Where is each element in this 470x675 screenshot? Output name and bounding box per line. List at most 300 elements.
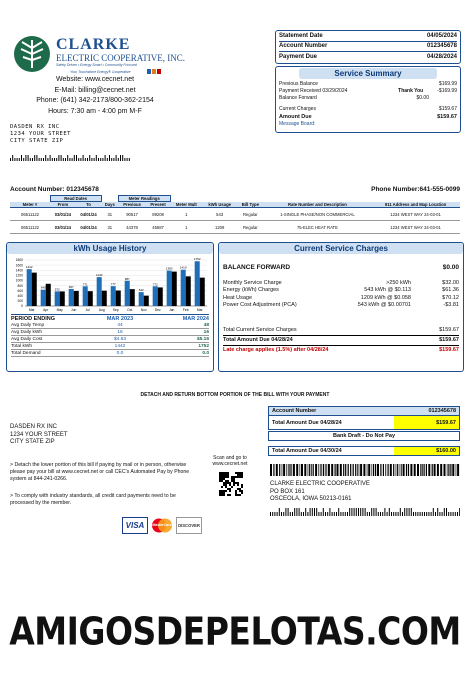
qr-module bbox=[223, 492, 225, 494]
barcode-bar bbox=[356, 508, 357, 516]
meter-cell: 1 bbox=[185, 211, 188, 217]
barcode-bar bbox=[25, 155, 26, 161]
barcode-bar bbox=[385, 464, 386, 476]
barcode-bar bbox=[336, 512, 337, 516]
barcode-bar bbox=[457, 464, 459, 476]
scan-text-line1: Scan and go to bbox=[213, 455, 247, 461]
barcode-bar bbox=[406, 464, 407, 476]
barcode-bar bbox=[21, 155, 22, 161]
qr-module bbox=[241, 486, 243, 488]
qr-module bbox=[227, 472, 229, 474]
qr-module bbox=[233, 484, 235, 486]
chart-xtick: Jul bbox=[85, 308, 90, 312]
chart-bar bbox=[41, 290, 46, 306]
chart-ytick: 1000 bbox=[15, 278, 23, 283]
remit-city: OSCEOLA, IOWA 50213-0161 bbox=[270, 496, 352, 502]
charge-line bbox=[223, 287, 459, 295]
customer-street: 1234 YOUR STREET bbox=[10, 131, 71, 137]
barcode-bar bbox=[323, 508, 324, 516]
charge-line bbox=[223, 294, 459, 302]
usage-stat-b: 0.0 bbox=[202, 350, 209, 356]
barcode-bar bbox=[335, 464, 336, 476]
visa-logo-text: VISA bbox=[125, 521, 145, 530]
barcode-bar bbox=[450, 464, 451, 476]
qr-module bbox=[237, 488, 239, 490]
customer-name: DASDEN RX INC bbox=[10, 124, 60, 130]
prev-balance-label: Previous Balance bbox=[279, 81, 318, 87]
meter-col-header: Rate Number and Description bbox=[264, 202, 371, 208]
barcode-bar bbox=[329, 508, 330, 516]
qr-module bbox=[233, 480, 235, 482]
stub-total-due-value: $159.67 bbox=[394, 416, 459, 429]
barcode-bar bbox=[387, 464, 388, 476]
qr-module bbox=[225, 480, 227, 482]
barcode-bar bbox=[403, 464, 405, 476]
chart-ytick: 200 bbox=[17, 299, 23, 304]
qr-module bbox=[227, 488, 229, 490]
chart-bar bbox=[74, 291, 79, 306]
postal-barcode-top bbox=[10, 155, 130, 161]
chart-bar bbox=[111, 286, 116, 306]
statement-row bbox=[279, 42, 457, 53]
qr-module bbox=[235, 492, 237, 494]
barcode-bar bbox=[74, 155, 75, 161]
charge-line-amount: $70.12 bbox=[442, 294, 459, 301]
barcode-bar bbox=[368, 464, 370, 476]
barcode-bar bbox=[61, 155, 62, 161]
current-charges-label: Current Charges bbox=[279, 106, 316, 112]
barcode-bar bbox=[435, 512, 436, 516]
stub-note-2: > To comply with industry standards, all credit card payments need to be processed by the member. bbox=[10, 493, 176, 506]
barcode-bar bbox=[437, 508, 438, 516]
statement-row bbox=[279, 31, 457, 42]
meter-row bbox=[10, 208, 460, 221]
chart-data-label: 1442 bbox=[25, 265, 33, 270]
barcode-bar bbox=[375, 464, 376, 476]
company-phone: Phone: (641) 342-2173/800-362-2154 bbox=[36, 97, 154, 104]
company-name-line2: ELECTRIC COOPERATIVE, INC. bbox=[56, 53, 185, 63]
barcode-bar bbox=[286, 464, 287, 476]
qr-module bbox=[225, 486, 227, 488]
qr-module bbox=[241, 474, 243, 476]
chart-bar bbox=[102, 291, 107, 306]
meter-col-header: Meter Mult bbox=[170, 202, 202, 208]
barcode-bar bbox=[326, 464, 327, 476]
barcode-bar bbox=[397, 464, 398, 476]
barcode-bar bbox=[98, 158, 99, 161]
usage-stat-row bbox=[11, 329, 209, 336]
chart-xtick: Mar bbox=[28, 308, 35, 312]
qr-module bbox=[239, 476, 241, 478]
barcode-bar bbox=[367, 464, 368, 476]
mastercard-logo bbox=[150, 517, 174, 534]
company-logo bbox=[12, 34, 52, 74]
meter-cell: 31 bbox=[107, 211, 113, 217]
qr-module bbox=[221, 476, 223, 478]
touchstone-logo bbox=[147, 68, 161, 75]
barcode-bar bbox=[347, 512, 348, 516]
meter-cell: 1 bbox=[185, 224, 188, 230]
qr-module bbox=[241, 476, 243, 478]
usage-stat-a: 1442 bbox=[114, 343, 126, 349]
qr-module bbox=[233, 482, 235, 484]
chart-data-label: 771 bbox=[82, 282, 88, 287]
barcode-bar bbox=[398, 512, 399, 516]
remit-name: CLARKE ELECTRIC COOPERATIVE bbox=[270, 481, 370, 487]
barcode-bar bbox=[382, 512, 383, 516]
qr-module bbox=[219, 472, 221, 474]
qr-module bbox=[223, 478, 225, 480]
statement-row-value: 012345678 bbox=[426, 43, 457, 50]
barcode-bar bbox=[273, 464, 274, 476]
barcode-bar bbox=[312, 508, 313, 516]
charge-line-detail: >250 kWh bbox=[386, 279, 411, 286]
barcode-bar bbox=[316, 508, 317, 516]
usage-history-title: kWh Usage History bbox=[7, 243, 213, 254]
barcode-bar bbox=[127, 158, 128, 161]
barcode-bar bbox=[447, 464, 448, 476]
barcode-bar bbox=[41, 158, 42, 161]
chart-bar bbox=[181, 270, 186, 306]
barcode-bar bbox=[456, 464, 457, 476]
qr-module bbox=[231, 486, 233, 488]
qr-module bbox=[219, 476, 221, 478]
barcode-bar bbox=[384, 508, 385, 516]
company-contact bbox=[0, 75, 190, 117]
barcode-bar bbox=[30, 158, 31, 161]
barcode-bar bbox=[444, 464, 446, 476]
qr-module bbox=[237, 494, 239, 496]
barcode-bar bbox=[325, 464, 326, 476]
chart-ytick: 1800 bbox=[15, 258, 23, 263]
qr-module bbox=[237, 472, 239, 474]
qr-module bbox=[225, 476, 227, 478]
barcode-bar bbox=[457, 512, 458, 516]
usage-stat-a: 44 bbox=[117, 322, 123, 328]
barcode-bar bbox=[320, 464, 321, 476]
barcode-bar bbox=[14, 158, 15, 161]
barcode-bar bbox=[442, 512, 443, 516]
barcode-bar bbox=[417, 464, 419, 476]
meter-col-header: Previous bbox=[118, 202, 146, 208]
barcode-bar bbox=[428, 464, 430, 476]
total-current-value: $159.67 bbox=[439, 327, 459, 333]
qr-module bbox=[241, 472, 243, 474]
barcode-bar bbox=[10, 158, 11, 161]
customer-city: CITY STATE ZIP bbox=[10, 138, 64, 144]
barcode-bar bbox=[422, 464, 423, 476]
barcode-bar bbox=[434, 464, 436, 476]
meter-cell: 06511122 bbox=[20, 211, 39, 217]
barcode-bar bbox=[289, 464, 290, 476]
qr-module bbox=[223, 490, 225, 492]
chart-bar bbox=[88, 291, 93, 306]
barcode-bar bbox=[400, 464, 401, 476]
barcode-bar bbox=[387, 512, 388, 516]
qr-module bbox=[225, 482, 227, 484]
barcode-bar bbox=[349, 508, 350, 516]
chart-ytick: 600 bbox=[17, 288, 23, 293]
qr-module bbox=[225, 484, 227, 486]
barcode-bar bbox=[107, 158, 108, 161]
barcode-bar bbox=[448, 464, 449, 476]
qr-module bbox=[239, 472, 241, 474]
charge-line-label: Energy (kWh) Charges bbox=[223, 287, 279, 294]
barcode-bar bbox=[277, 512, 278, 516]
barcode-bar bbox=[338, 508, 339, 516]
prev-balance-value: $169.99 bbox=[438, 81, 457, 87]
qr-module bbox=[219, 474, 221, 476]
chart-bar bbox=[97, 277, 102, 306]
barcode-bar bbox=[340, 512, 341, 516]
qr-code[interactable] bbox=[219, 472, 243, 496]
message-board-label: Message Board: bbox=[279, 121, 316, 127]
chart-bar bbox=[69, 289, 74, 306]
remit-address bbox=[270, 481, 370, 504]
chart-xtick: Aug bbox=[98, 308, 105, 312]
stub-total-due2-value: $160.00 bbox=[394, 447, 459, 455]
chart-bar bbox=[125, 281, 130, 306]
barcode-bar bbox=[292, 512, 293, 516]
charge-line bbox=[223, 302, 459, 310]
meter-cell: 31 bbox=[107, 224, 113, 230]
chart-bar bbox=[27, 269, 32, 306]
chart-bar bbox=[55, 291, 60, 306]
barcode-bar bbox=[63, 158, 64, 161]
barcode-bar bbox=[56, 158, 57, 161]
usage-stat-label: Avg Daily Temp bbox=[11, 322, 45, 328]
barcode-bar bbox=[45, 155, 46, 161]
chart-bar bbox=[32, 273, 37, 306]
barcode-bar bbox=[124, 158, 125, 161]
meter-cell: 06511122 bbox=[20, 224, 39, 230]
barcode-bar bbox=[17, 158, 18, 161]
barcode-bar bbox=[296, 508, 297, 516]
barcode-bar bbox=[102, 158, 103, 161]
barcode-bar bbox=[39, 158, 40, 161]
charge-line-label: Power Cost Adjustment (PCA) bbox=[223, 302, 297, 309]
barcode-bar bbox=[340, 464, 342, 476]
qr-module bbox=[237, 474, 239, 476]
qr-module bbox=[221, 480, 223, 482]
discover-logo bbox=[176, 517, 202, 534]
barcode-bar bbox=[58, 155, 59, 161]
charge-line-detail: 1209 kWh @ $0.058 bbox=[360, 294, 411, 301]
company-website[interactable]: Website: www.cecnet.net bbox=[55, 76, 135, 83]
barcode-bar bbox=[285, 508, 286, 516]
usage-stat-label: Avg Daily Cost bbox=[11, 336, 43, 342]
barcode-bar bbox=[391, 512, 392, 516]
qr-module bbox=[239, 488, 241, 490]
barcode-bar bbox=[415, 512, 416, 516]
statement-box bbox=[275, 30, 461, 64]
qr-module bbox=[219, 480, 221, 482]
company-tagline2: Your Touchstone Energy® Cooperative bbox=[70, 70, 131, 74]
barcode-bar bbox=[12, 155, 13, 161]
barcode-bar bbox=[424, 464, 425, 476]
chart-ytick: 400 bbox=[17, 293, 23, 298]
barcode-bar bbox=[321, 512, 322, 516]
meter-col-header: Bill Type bbox=[237, 202, 264, 208]
charge-line-amount: $61.36 bbox=[442, 287, 459, 294]
barcode-bar bbox=[276, 464, 278, 476]
chart-xtick: Nov bbox=[140, 308, 147, 312]
meter-col-header: Meter # bbox=[10, 202, 50, 208]
barcode-bar bbox=[89, 155, 90, 161]
barcode-bar bbox=[424, 512, 425, 516]
statement-row-value: 04/05/2024 bbox=[426, 32, 457, 39]
meter-col-header: kWh Usage bbox=[202, 202, 236, 208]
qr-module bbox=[225, 490, 227, 492]
barcode-bar bbox=[290, 512, 291, 516]
barcode-bar bbox=[371, 508, 372, 516]
chart-ytick: 1400 bbox=[15, 268, 23, 273]
barcode-bar bbox=[315, 464, 317, 476]
barcode-bar bbox=[408, 464, 409, 476]
meter-col-header: From bbox=[50, 202, 76, 208]
chart-bar bbox=[46, 284, 51, 306]
qr-module bbox=[227, 494, 229, 496]
watermark: AMIGOSDEPELOTAS.COM bbox=[9, 609, 461, 654]
qr-module bbox=[223, 476, 225, 478]
total-due-label: Total Amount Due 04/28/24 bbox=[223, 337, 293, 343]
barcode-bar bbox=[96, 155, 97, 161]
barcode-bar bbox=[367, 512, 368, 516]
barcode-bar bbox=[47, 158, 48, 161]
statement-row-label: Account Number bbox=[279, 43, 328, 50]
barcode-bar bbox=[328, 464, 330, 476]
stub-total-due2-label: Total Amount Due 04/30/24 bbox=[272, 448, 342, 454]
chart-ytick: 1200 bbox=[15, 273, 23, 278]
chart-bar bbox=[195, 261, 200, 306]
charge-line-amount: -$3.81 bbox=[443, 302, 459, 309]
usage-stat-row bbox=[11, 322, 209, 329]
qr-module bbox=[223, 472, 225, 474]
charges-balance-forward-value: $0.00 bbox=[442, 264, 459, 271]
barcode-bar bbox=[359, 464, 360, 476]
barcode-bar bbox=[440, 464, 442, 476]
meter-row bbox=[10, 221, 460, 234]
qr-module bbox=[237, 484, 239, 486]
period-ending-label: PERIOD ENDING bbox=[11, 316, 56, 322]
qr-module bbox=[241, 492, 243, 494]
qr-module bbox=[223, 484, 225, 486]
barcode-bar bbox=[282, 464, 283, 476]
meter-table bbox=[10, 195, 460, 234]
usage-history-box bbox=[6, 242, 214, 372]
qr-module bbox=[221, 472, 223, 474]
barcode-bar bbox=[362, 508, 363, 516]
meter-cell: 03/01/24 bbox=[54, 224, 71, 230]
barcode-bar bbox=[294, 508, 295, 516]
barcode-bar bbox=[116, 155, 117, 161]
meter-cell: 04/01/24 bbox=[80, 224, 97, 230]
qr-module bbox=[235, 494, 237, 496]
barcode-bar bbox=[343, 464, 344, 476]
qr-module bbox=[229, 484, 231, 486]
barcode-bar bbox=[270, 512, 271, 516]
meter-cell: 90517 bbox=[126, 211, 138, 217]
barcode-bar bbox=[52, 158, 53, 161]
barcode-bar bbox=[459, 508, 460, 516]
detach-notice: DETACH AND RETURN BOTTOM PORTION OF THE BILL WITH YOUR PAYMENT bbox=[140, 392, 330, 398]
chart-data-label: 542 bbox=[138, 288, 144, 293]
barcode-bar bbox=[413, 512, 414, 516]
usage-stat-b: 1752 bbox=[198, 343, 209, 349]
chart-data-label: 987 bbox=[124, 276, 130, 281]
qr-module bbox=[231, 476, 233, 478]
usage-stat-label: Avg Daily kWh bbox=[11, 329, 43, 335]
barcode-bar bbox=[72, 158, 73, 161]
barcode-bar bbox=[314, 508, 315, 516]
chart-xtick: Mar bbox=[196, 308, 203, 312]
barcode-bar bbox=[296, 464, 298, 476]
barcode-bar bbox=[404, 508, 405, 516]
barcode-bar bbox=[378, 512, 379, 516]
meter-cell: Regular bbox=[243, 211, 258, 217]
qr-module bbox=[229, 488, 231, 490]
chart-xtick: Jun bbox=[71, 308, 77, 312]
total-current-label: Total Current Service Charges bbox=[223, 327, 297, 333]
company-tagline: Safety Driven • Energy Smart • Community Focused bbox=[56, 63, 137, 67]
barcode-bar bbox=[337, 464, 339, 476]
barcode-bar bbox=[122, 155, 123, 161]
barcode-bar bbox=[414, 464, 416, 476]
barcode-bar bbox=[309, 464, 310, 476]
meter-col-header: Days bbox=[101, 202, 118, 208]
barcode-bar bbox=[360, 464, 362, 476]
scan-text-line2[interactable]: www.cecnet.net bbox=[212, 461, 248, 467]
barcode-bar bbox=[432, 464, 433, 476]
chart-xtick: Dec bbox=[154, 308, 161, 312]
barcode-bar bbox=[426, 512, 427, 516]
meter-cell: 03/01/24 bbox=[54, 211, 71, 217]
barcode-bar bbox=[303, 512, 304, 516]
chart-data-label: 572 bbox=[54, 287, 60, 292]
chart-ytick: 0 bbox=[21, 304, 23, 309]
barcode-bar bbox=[65, 158, 66, 161]
company-email[interactable]: E-Mail: billing@cecnet.net bbox=[54, 86, 136, 94]
barcode-bar bbox=[288, 508, 289, 516]
meter-col-header: To bbox=[76, 202, 102, 208]
barcode-bar bbox=[279, 464, 280, 476]
meter-cell: 543 bbox=[216, 211, 224, 217]
barcode-bar bbox=[389, 508, 390, 516]
barcode-bar bbox=[377, 464, 379, 476]
barcode-bar bbox=[105, 155, 106, 161]
barcode-bar bbox=[348, 464, 349, 476]
amount-due-label: Amount Due bbox=[279, 114, 312, 120]
barcode-bar bbox=[23, 158, 24, 161]
barcode-bar bbox=[400, 508, 401, 516]
chart-data-label: 1752 bbox=[193, 257, 201, 262]
barcode-bar bbox=[34, 155, 35, 161]
barcode-bar bbox=[43, 158, 44, 161]
late-charge-value: $159.67 bbox=[439, 347, 459, 353]
barcode-bar bbox=[291, 464, 292, 476]
chart-xtick: May bbox=[56, 308, 63, 312]
barcode-bar bbox=[332, 512, 333, 516]
qr-module bbox=[235, 472, 237, 474]
charge-line-label: Monthly Service Charge bbox=[223, 279, 282, 286]
qr-module bbox=[229, 490, 231, 492]
barcode-bar bbox=[365, 508, 366, 516]
barcode-bar bbox=[301, 512, 302, 516]
chart-data-label: 640 bbox=[40, 285, 46, 290]
qr-module bbox=[233, 476, 235, 478]
chart-xtick: Oct bbox=[127, 308, 133, 312]
barcode-bar bbox=[353, 464, 354, 476]
